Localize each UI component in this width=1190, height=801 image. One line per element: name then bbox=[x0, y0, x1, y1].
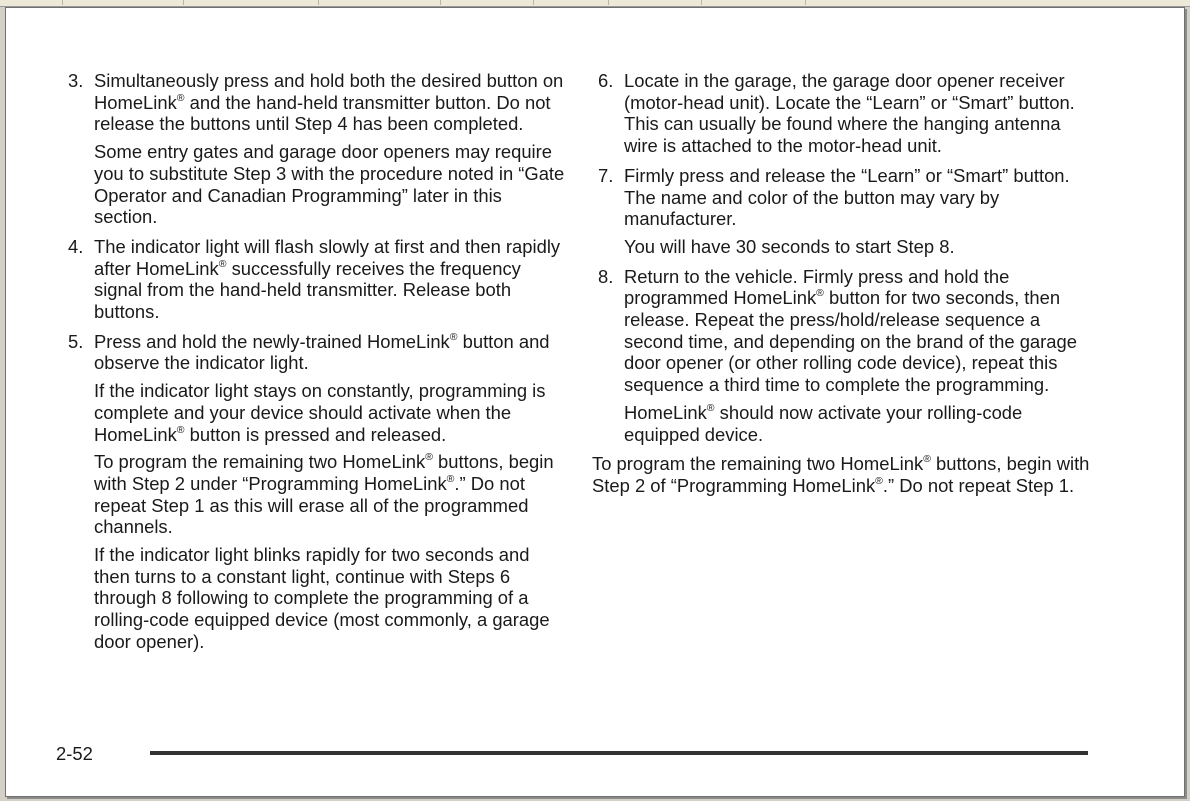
left-column bbox=[62, 70, 567, 653]
step-5 bbox=[62, 331, 567, 653]
toolbar-divider bbox=[318, 0, 319, 5]
toolbar-divider bbox=[805, 0, 806, 5]
step-8 bbox=[592, 266, 1092, 446]
step-6 bbox=[592, 70, 1092, 157]
registered-mark: ® bbox=[218, 257, 227, 270]
document-page bbox=[5, 7, 1185, 797]
toolbar-divider bbox=[440, 0, 441, 5]
step-note: You will have 30 seconds to start Step 8. bbox=[624, 235, 955, 257]
step-note: Some entry gates and garage door openers may require you to substitute Step 3 with the procedure noted in “Gate Operator and Canadian Programming” later in this section. bbox=[94, 141, 565, 228]
step-text: Locate in the garage, the garage door opener receiver (motor-head unit). Locate the “Learn” or “Smart” button. This can usually be found where the hanging antenna wire is attached to the motor-head unit. bbox=[624, 70, 1075, 157]
step-text: Simultaneously press and hold both the desired button on HomeLink® and the hand-held transmitter button. Do not release the buttons until Step 4 has been completed. bbox=[94, 70, 564, 135]
step-number: 7. bbox=[598, 164, 614, 186]
step-note: To program the remaining two HomeLink® buttons, begin with Step 2 under “Programming HomeLink®.” Do not repeat Step 1 as this will erase all of the programmed channels. bbox=[94, 451, 554, 538]
step-number: 4. bbox=[68, 235, 84, 257]
step-7 bbox=[592, 165, 1092, 258]
registered-mark: ® bbox=[706, 401, 715, 414]
registered-mark: ® bbox=[176, 91, 185, 104]
footer-rule bbox=[150, 751, 1088, 755]
step-note: If the indicator light blinks rapidly for two seconds and then turns to a constant light, continue with Steps 6 through 8 following to complete the programming of a rolling-code equipped device (most commonly, a garage door opener). bbox=[94, 544, 550, 652]
step-number: 8. bbox=[598, 265, 614, 287]
step-text: Return to the vehicle. Firmly press and hold the programmed HomeLink® button for two seconds, then release. Repeat the press/hold/release sequence a second time, and depending on the brand of the garage door opener (or other rolling code device), repeat this sequence a third time to complete the programming. bbox=[624, 265, 1077, 396]
step-3 bbox=[62, 70, 567, 228]
registered-mark: ® bbox=[176, 423, 185, 436]
step-4 bbox=[62, 236, 567, 323]
step-text: Press and hold the newly-trained HomeLink® button and observe the indicator light. bbox=[94, 330, 550, 374]
registered-mark: ® bbox=[923, 453, 931, 466]
toolbar-divider bbox=[183, 0, 184, 5]
step-note: HomeLink® should now activate your rolling-code equipped device. bbox=[624, 401, 1023, 445]
step-text: Firmly press and release the “Learn” or “Smart” button. The name and color of the button may vary by manufacturer. bbox=[624, 164, 1070, 230]
registered-mark: ® bbox=[446, 472, 455, 485]
closing-paragraph: To program the remaining two HomeLink® buttons, begin with Step 2 of “Programming HomeLink®.” Do not repeat Step 1. bbox=[592, 453, 1090, 496]
toolbar-divider bbox=[533, 0, 534, 5]
toolbar-divider bbox=[701, 0, 702, 5]
registered-mark: ® bbox=[875, 474, 883, 487]
page-number: 2-52 bbox=[56, 743, 93, 764]
viewer-toolbar-strip bbox=[0, 0, 1190, 7]
registered-mark: ® bbox=[425, 451, 433, 464]
right-column bbox=[592, 70, 1092, 497]
toolbar-divider bbox=[62, 0, 63, 5]
toolbar-divider bbox=[608, 0, 609, 5]
registered-mark: ® bbox=[449, 330, 458, 343]
registered-mark: ® bbox=[816, 287, 824, 300]
step-note: If the indicator light stays on constantly, programming is complete and your device should activate when the HomeLink® button is pressed and released. bbox=[94, 380, 546, 445]
step-number: 5. bbox=[68, 330, 84, 352]
step-number: 3. bbox=[68, 70, 84, 91]
step-number: 6. bbox=[598, 70, 614, 91]
step-text: The indicator light will flash slowly at first and then rapidly after HomeLink® successfully receives the frequency signal from the hand-held transmitter. Release both buttons. bbox=[94, 235, 561, 323]
